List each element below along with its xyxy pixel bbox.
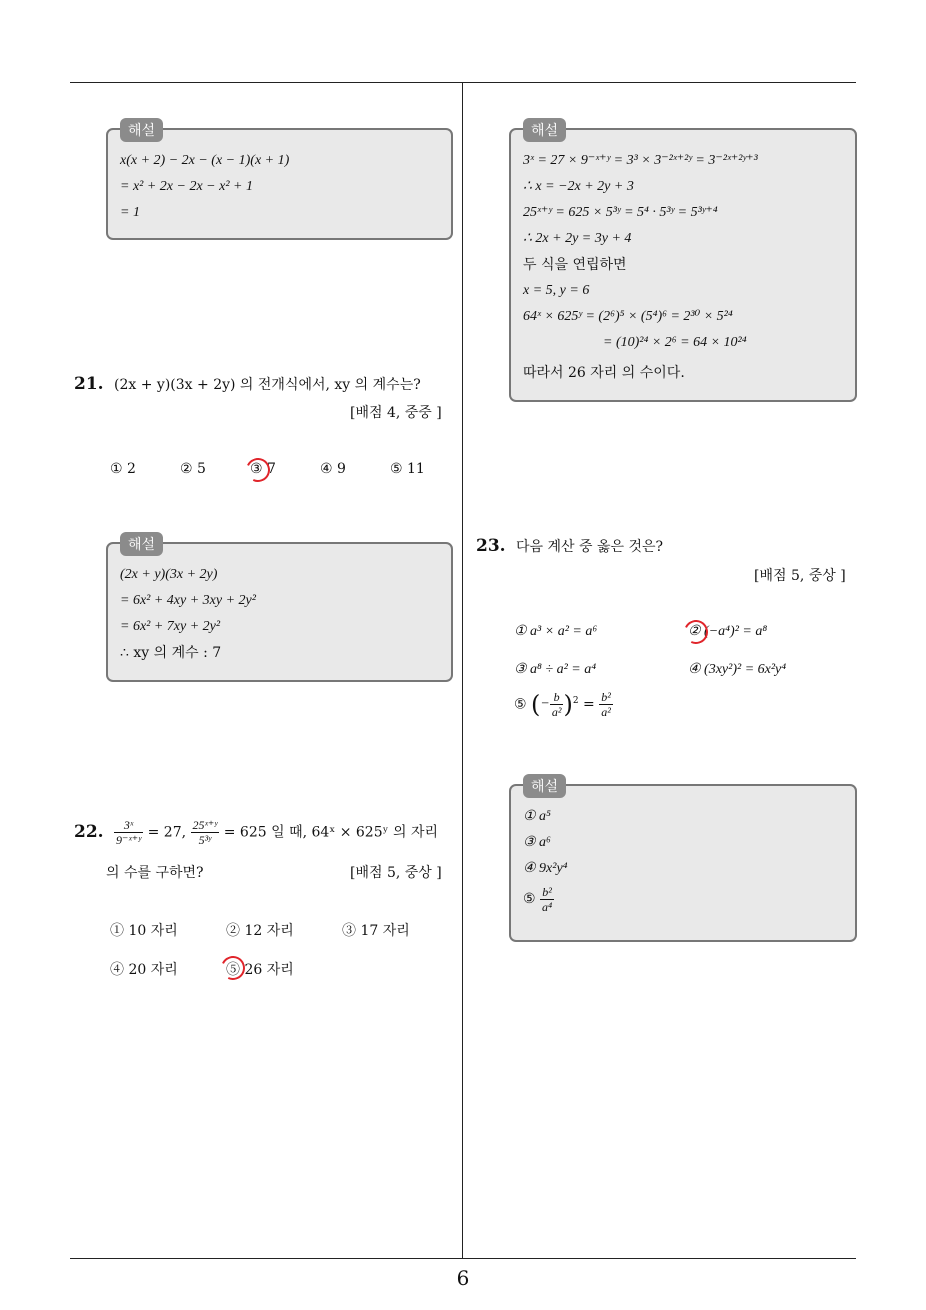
option-3[interactable]: ③ a⁸ ÷ a² = a⁴: [514, 662, 597, 677]
solution-line: = 1: [120, 205, 140, 220]
solution-line: x = 5, y = 6: [523, 283, 590, 298]
option-1[interactable]: ① 2: [110, 461, 136, 477]
option-1[interactable]: ① a³ × a² = a⁶: [514, 624, 598, 639]
fraction-numerator: 3ˣ: [114, 818, 143, 833]
fraction: [550, 690, 564, 719]
question-text: (2x + y)(3x + 2y) 의 전개식에서, xy 의 계수는?: [114, 377, 421, 393]
fraction-numerator: b: [550, 690, 564, 705]
solution-box-23: [509, 779, 857, 942]
option-3[interactable]: ③ 17 자리: [342, 923, 410, 939]
question-text: = 625 일 때, 64ˣ × 625ʸ 의 자리: [223, 824, 439, 841]
solution-line: ∴ xy 의 계수 : 7: [120, 645, 222, 661]
solution-box-21: [106, 537, 453, 682]
bottom-rule: [70, 1258, 856, 1259]
top-rule: [70, 82, 856, 83]
solution-line: 25ˣ⁺ʸ = 625 × 5³ʸ = 5⁴ · 5³ʸ = 5³ʸ⁺⁴: [523, 205, 718, 220]
solution-tag: 해설: [120, 118, 163, 142]
solution-line: = 6x² + 7xy + 2y²: [120, 619, 221, 634]
option-2[interactable]: ② (−a⁴)² = a⁸: [688, 624, 768, 639]
solution-line: ④ 9x²y⁴: [523, 861, 568, 876]
solution-tag: 해설: [523, 118, 566, 142]
answer-mark: [243, 455, 274, 486]
option-4[interactable]: ④ 9: [320, 461, 346, 477]
solution-tag: 해설: [523, 774, 566, 798]
fraction: [540, 885, 554, 914]
solution-line: ∴ x = −2x + 2y + 3: [523, 179, 634, 194]
solution-line: = (10)²⁴ × 2⁶ = 64 × 10²⁴: [603, 335, 747, 350]
option-4[interactable]: ④ 20 자리: [110, 962, 178, 978]
question-21: [74, 374, 421, 394]
answer-mark: [681, 617, 712, 648]
solution-tag: 해설: [120, 532, 163, 556]
solution-line: (2x + y)(3x + 2y): [120, 567, 218, 582]
difficulty-label: [배점 5, 중상 ]: [754, 568, 846, 584]
fraction: [191, 818, 220, 847]
difficulty-label: [배점 4, 중중 ]: [350, 405, 442, 421]
difficulty-label: [배점 5, 중상 ]: [350, 865, 442, 881]
fraction-denominator: a²: [601, 705, 611, 719]
fraction-numerator: b²: [540, 885, 554, 900]
fraction-numerator: 25ˣ⁺ʸ: [192, 818, 218, 832]
question-text: = 27,: [147, 824, 187, 841]
solution-line: 따라서 26 자리 의 수이다.: [523, 365, 685, 381]
option-2[interactable]: ② 12 자리: [226, 923, 294, 939]
option-5[interactable]: ⑤ (− $\frac{b}{\text{a²}}$ )$^2$ = $\frac{\text{b²}}{\text{a²}}$: [514, 690, 611, 719]
question-text: 다음 계산 중 옳은 것은?: [516, 539, 664, 555]
column-divider: [462, 83, 463, 1259]
option-4[interactable]: ④ (3xy²)² = 6x²y⁴: [688, 662, 787, 677]
question-number: 21.: [74, 374, 104, 394]
option-5[interactable]: ⑤ 26 자리: [226, 962, 294, 978]
fraction: [114, 818, 143, 847]
solution-line: 64ˣ × 625ʸ = (2⁶)⁵ × (5⁴)⁶ = 2³⁰ × 5²⁴: [523, 309, 733, 324]
solution-box-22: [509, 123, 857, 402]
option-5[interactable]: ⑤ 11: [390, 461, 425, 477]
fraction-denominator: a²: [551, 705, 562, 719]
question-number: 22.: [74, 821, 104, 842]
solution-line: = 6x² + 4xy + 3xy + 2y²: [120, 593, 256, 608]
question-22-line2: 의 수를 구하면?: [106, 865, 204, 881]
option-3[interactable]: ③ 7: [250, 461, 276, 477]
question-number: 23.: [476, 536, 506, 556]
solution-box-20: [106, 123, 453, 240]
solution-line: 두 식을 연립하면: [523, 257, 627, 273]
fraction-denominator: a⁴: [542, 899, 553, 914]
page-number: 6: [456, 1266, 470, 1290]
fraction-denominator: 5³ʸ: [198, 833, 212, 847]
option-2[interactable]: ② 5: [180, 461, 206, 477]
question-22: [74, 818, 438, 847]
fraction-numerator: b²: [601, 690, 611, 704]
option-label: ⑤: [523, 891, 536, 907]
solution-line: 3ˣ = 27 × 9⁻ˣ⁺ʸ = 3³ × 3⁻²ˣ⁺²ʸ = 3⁻²ˣ⁺²ʸ⁺³: [523, 153, 758, 168]
solution-line: ∴ 2x + 2y = 3y + 4: [523, 231, 632, 246]
option-1[interactable]: ① 10 자리: [110, 923, 178, 939]
solution-line: x(x + 2) − 2x − (x − 1)(x + 1): [120, 153, 290, 168]
solution-line: ③ a⁶: [523, 835, 551, 850]
option-label: ⑤: [514, 696, 527, 713]
question-23: [476, 536, 663, 556]
solution-line: = x² + 2x − 2x − x² + 1: [120, 179, 253, 194]
fraction: [599, 690, 613, 719]
fraction-denominator: 9⁻ˣ⁺ʸ: [116, 833, 142, 847]
solution-line: ① a⁵: [523, 809, 551, 824]
solution-line: [523, 882, 841, 916]
